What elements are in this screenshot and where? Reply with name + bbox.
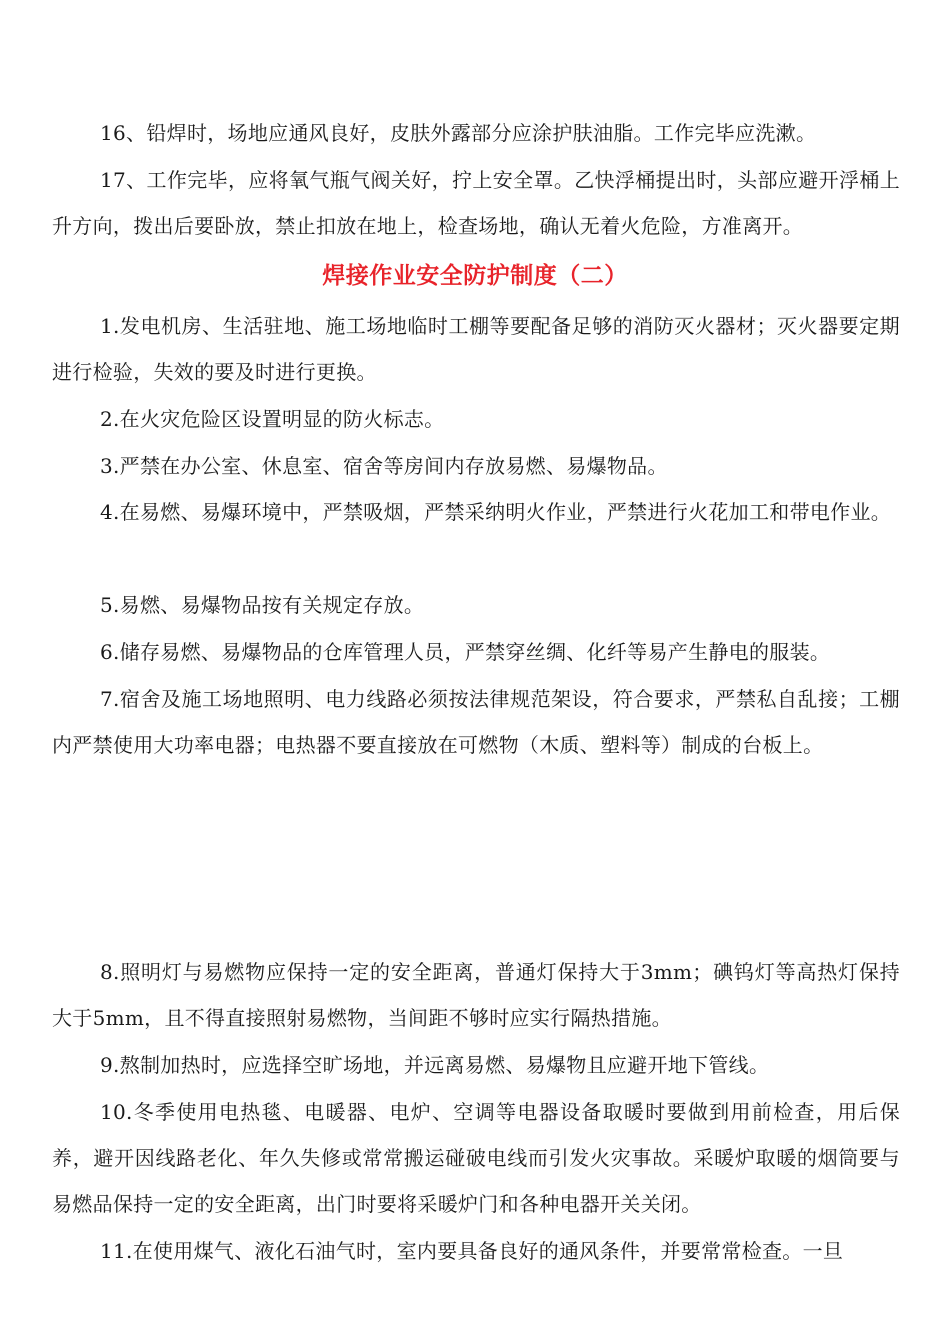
- item-10: 10.冬季使用电热毯、电暖器、电炉、空调等电器设备取暖时要做到用前检查，用后保养，避开因线路老化、年久失修或常常搬运碰破电线而引发火灾事故。采暖炉取暖的烟筒要与易燃品保持一定的安全距离，出门时要将采暖炉门和各种电器开关关闭。: [52, 1100, 900, 1216]
- paragraph-17: 17、工作完毕，应将氧气瓶气阀关好，拧上安全罩。乙快浮桶提出时，头部应避开浮桶上升方向，拨出后要卧放，禁止扣放在地上，检查场地，确认无着火危险，方准离开。: [52, 168, 900, 238]
- item-2: 2.在火灾危险区设置明显的防火标志。: [100, 407, 445, 431]
- item-4: 4.在易燃、易爆环境中，严禁吸烟，严禁采纳明火作业，严禁进行火花加工和带电作业。: [100, 500, 892, 524]
- section-title: 焊接作业安全防护制度（二）: [322, 263, 628, 289]
- item-7: 7.宿舍及施工场地照明、电力线路必须按法律规范架设，符合要求，严禁私自乱接；工棚内严禁使用大功率电器；电热器不要直接放在可燃物（木质、塑料等）制成的台板上。: [52, 687, 900, 757]
- item-9: 9.熬制加热时，应选择空旷场地，并远离易燃、易爆物且应避开地下管线。: [100, 1053, 770, 1077]
- item-6: 6.储存易燃、易爆物品的仓库管理人员，严禁穿丝绸、化纤等易产生静电的服装。: [100, 640, 831, 664]
- paragraph-16: 16、铅焊时，场地应通风良好，皮肤外露部分应涂护肤油脂。工作完毕应洗漱。: [100, 121, 817, 145]
- item-11: 11.在使用煤气、液化石油气时，室内要具备良好的通风条件，并要常常检查。一旦: [100, 1239, 844, 1263]
- item-3: 3.严禁在办公室、休息室、宿舍等房间内存放易燃、易爆物品。: [100, 454, 668, 478]
- item-8: 8.照明灯与易燃物应保持一定的安全距离，普通灯保持大于3mm；碘钨灯等高热灯保持大于5mm，且不得直接照射易燃物，当间距不够时应实行隔热措施。: [52, 960, 900, 1030]
- item-1: 1.发电机房、生活驻地、施工场地临时工棚等要配备足够的消防灭火器材；灭火器要定期进行检验，失效的要及时进行更换。: [52, 314, 900, 384]
- item-5: 5.易燃、易爆物品按有关规定存放。: [100, 593, 425, 617]
